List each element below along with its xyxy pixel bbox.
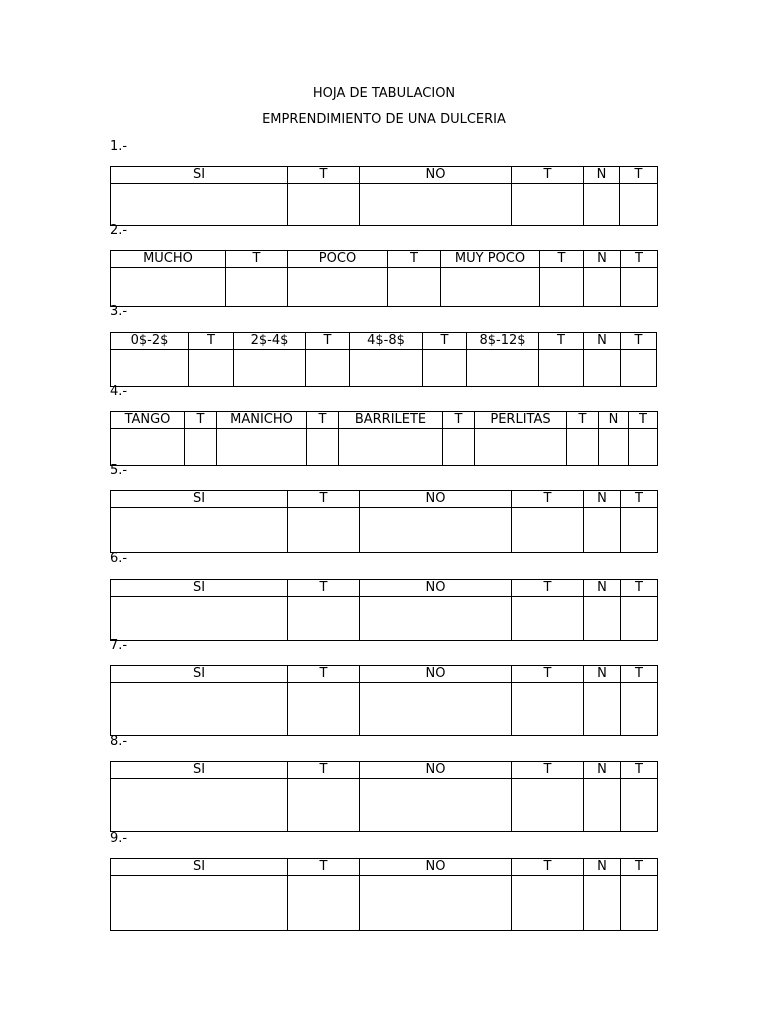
tally-cell[interactable]: [288, 184, 360, 226]
header-cell: N: [584, 491, 621, 508]
header-cell: SI: [111, 580, 288, 597]
header-cell: T: [540, 251, 584, 268]
header-cell: T: [620, 167, 658, 184]
header-cell: N: [584, 333, 621, 350]
tally-cell[interactable]: [475, 429, 567, 466]
header-cell: POCO: [288, 251, 388, 268]
question-label: 4.-: [110, 384, 128, 399]
tabulation-table: [110, 579, 658, 641]
tally-cell[interactable]: [629, 429, 658, 466]
header-cell: SI: [111, 167, 288, 184]
tally-cell[interactable]: [360, 597, 512, 641]
tally-cell[interactable]: [423, 350, 467, 387]
tabulation-table: [110, 490, 658, 553]
header-cell: NO: [360, 859, 512, 876]
tally-cell[interactable]: [441, 268, 540, 307]
question-label: 9.-: [110, 831, 128, 846]
tally-cell[interactable]: [584, 508, 621, 553]
tally-cell[interactable]: [111, 597, 288, 641]
tally-row: [111, 508, 658, 553]
tally-row: [111, 876, 658, 931]
tally-cell[interactable]: [360, 184, 512, 226]
header-cell: T: [288, 580, 360, 597]
header-cell: PERLITAS: [475, 412, 567, 429]
header-cell: T: [539, 333, 584, 350]
tally-row: [111, 350, 657, 387]
header-cell: N: [584, 580, 621, 597]
header-cell: T: [629, 412, 658, 429]
tally-cell[interactable]: [512, 683, 584, 736]
tally-cell[interactable]: [621, 876, 658, 931]
header-cell: 0$-2$: [111, 333, 189, 350]
tally-cell[interactable]: [443, 429, 475, 466]
header-cell: MUY POCO: [441, 251, 540, 268]
header-cell: T: [567, 412, 599, 429]
tally-cell[interactable]: [512, 876, 584, 931]
tally-cell[interactable]: [306, 350, 350, 387]
header-cell: T: [288, 167, 360, 184]
header-cell: NO: [360, 762, 512, 779]
tally-cell[interactable]: [621, 350, 657, 387]
tally-cell[interactable]: [350, 350, 423, 387]
header-cell: NO: [360, 666, 512, 683]
header-cell: NO: [360, 167, 512, 184]
tally-cell[interactable]: [111, 876, 288, 931]
tally-cell[interactable]: [288, 876, 360, 931]
tally-cell[interactable]: [226, 268, 288, 307]
tally-cell[interactable]: [584, 876, 621, 931]
header-row: [111, 859, 658, 876]
header-cell: NO: [360, 491, 512, 508]
tally-cell[interactable]: [621, 779, 658, 832]
tabulation-table: [110, 761, 658, 832]
header-cell: T: [189, 333, 234, 350]
tally-cell[interactable]: [584, 184, 620, 226]
tabulation-table: [110, 858, 658, 931]
question-label: 1.-: [110, 139, 128, 154]
header-cell: T: [185, 412, 217, 429]
tally-cell[interactable]: [512, 508, 584, 553]
tally-cell[interactable]: [584, 683, 621, 736]
tally-cell[interactable]: [584, 268, 621, 307]
tally-cell[interactable]: [339, 429, 443, 466]
tally-cell[interactable]: [621, 508, 658, 553]
tally-cell[interactable]: [288, 779, 360, 832]
header-cell: T: [512, 762, 584, 779]
header-cell: NO: [360, 580, 512, 597]
header-cell: T: [388, 251, 441, 268]
tally-row: [111, 184, 658, 226]
tally-cell[interactable]: [360, 683, 512, 736]
header-cell: T: [288, 859, 360, 876]
header-cell: SI: [111, 859, 288, 876]
tally-cell[interactable]: [288, 268, 388, 307]
tally-cell[interactable]: [111, 184, 288, 226]
tally-cell[interactable]: [599, 429, 629, 466]
header-cell: N: [584, 251, 621, 268]
tally-row: [111, 683, 658, 736]
question-label: 7.-: [110, 638, 128, 653]
tally-cell[interactable]: [620, 184, 658, 226]
header-cell: T: [307, 412, 339, 429]
tally-row: [111, 268, 658, 307]
header-cell: T: [621, 666, 658, 683]
tally-cell[interactable]: [360, 508, 512, 553]
question-label: 3.-: [110, 304, 128, 319]
header-cell: T: [512, 580, 584, 597]
tally-cell[interactable]: [621, 597, 658, 641]
header-cell: 8$-12$: [467, 333, 539, 350]
header-cell: BARRILETE: [339, 412, 443, 429]
header-row: [111, 167, 658, 184]
tally-row: [111, 597, 658, 641]
tally-cell[interactable]: [388, 268, 441, 307]
header-cell: 4$-8$: [350, 333, 423, 350]
header-cell: T: [512, 491, 584, 508]
tally-cell[interactable]: [512, 184, 584, 226]
tally-cell[interactable]: [307, 429, 339, 466]
tally-cell[interactable]: [111, 350, 189, 387]
tally-cell[interactable]: [584, 779, 621, 832]
tally-cell[interactable]: [360, 779, 512, 832]
tally-cell[interactable]: [111, 508, 288, 553]
header-row: [111, 412, 658, 429]
tally-cell[interactable]: [467, 350, 539, 387]
header-row: [111, 580, 658, 597]
tally-cell[interactable]: [111, 683, 288, 736]
tally-cell[interactable]: [360, 876, 512, 931]
header-cell: T: [512, 666, 584, 683]
tally-cell[interactable]: [217, 429, 307, 466]
tabulation-table: [110, 665, 658, 736]
header-row: [111, 666, 658, 683]
tally-cell[interactable]: [621, 683, 658, 736]
header-cell: T: [288, 491, 360, 508]
document-subtitle: EMPRENDIMIENTO DE UNA DULCERIA: [262, 112, 506, 127]
header-cell: T: [512, 859, 584, 876]
header-cell: TANGO: [111, 412, 185, 429]
header-cell: T: [621, 580, 658, 597]
header-cell: N: [584, 762, 621, 779]
header-row: [111, 762, 658, 779]
tally-row: [111, 779, 658, 832]
tally-cell[interactable]: [111, 268, 226, 307]
tally-row: [111, 429, 658, 466]
tally-cell[interactable]: [111, 429, 185, 466]
header-cell: SI: [111, 491, 288, 508]
question-label: 5.-: [110, 463, 128, 478]
header-cell: T: [621, 859, 658, 876]
tabulation-table: [110, 411, 658, 466]
header-cell: T: [621, 491, 658, 508]
tally-cell[interactable]: [288, 683, 360, 736]
header-cell: T: [512, 167, 584, 184]
tally-cell[interactable]: [111, 779, 288, 832]
header-cell: SI: [111, 666, 288, 683]
tally-cell[interactable]: [189, 350, 234, 387]
tabulation-table: [110, 332, 657, 387]
header-row: [111, 491, 658, 508]
tally-cell[interactable]: [540, 268, 584, 307]
header-cell: T: [443, 412, 475, 429]
header-cell: T: [621, 762, 658, 779]
tally-cell[interactable]: [185, 429, 217, 466]
tally-cell[interactable]: [539, 350, 584, 387]
header-cell: 2$-4$: [234, 333, 306, 350]
tally-cell[interactable]: [584, 350, 621, 387]
tally-cell[interactable]: [512, 779, 584, 832]
header-cell: T: [306, 333, 350, 350]
header-cell: T: [621, 333, 657, 350]
tally-cell[interactable]: [512, 597, 584, 641]
tally-cell[interactable]: [621, 268, 658, 307]
question-label: 6.-: [110, 551, 128, 566]
header-cell: N: [584, 666, 621, 683]
header-cell: N: [584, 859, 621, 876]
header-cell: T: [288, 666, 360, 683]
tally-cell[interactable]: [567, 429, 599, 466]
header-cell: N: [599, 412, 629, 429]
header-cell: T: [288, 762, 360, 779]
tally-cell[interactable]: [234, 350, 306, 387]
header-cell: N: [584, 167, 620, 184]
tally-cell[interactable]: [288, 597, 360, 641]
tabulation-table: [110, 166, 658, 226]
tabulation-table: [110, 250, 658, 307]
header-row: [111, 251, 658, 268]
tally-cell[interactable]: [584, 597, 621, 641]
question-label: 2.-: [110, 223, 128, 238]
header-cell: MANICHO: [217, 412, 307, 429]
header-cell: SI: [111, 762, 288, 779]
header-cell: T: [423, 333, 467, 350]
tally-cell[interactable]: [288, 508, 360, 553]
question-label: 8.-: [110, 734, 128, 749]
header-cell: MUCHO: [111, 251, 226, 268]
document-title: HOJA DE TABULACION: [312, 86, 456, 101]
header-cell: T: [621, 251, 658, 268]
header-cell: T: [226, 251, 288, 268]
header-row: [111, 333, 657, 350]
